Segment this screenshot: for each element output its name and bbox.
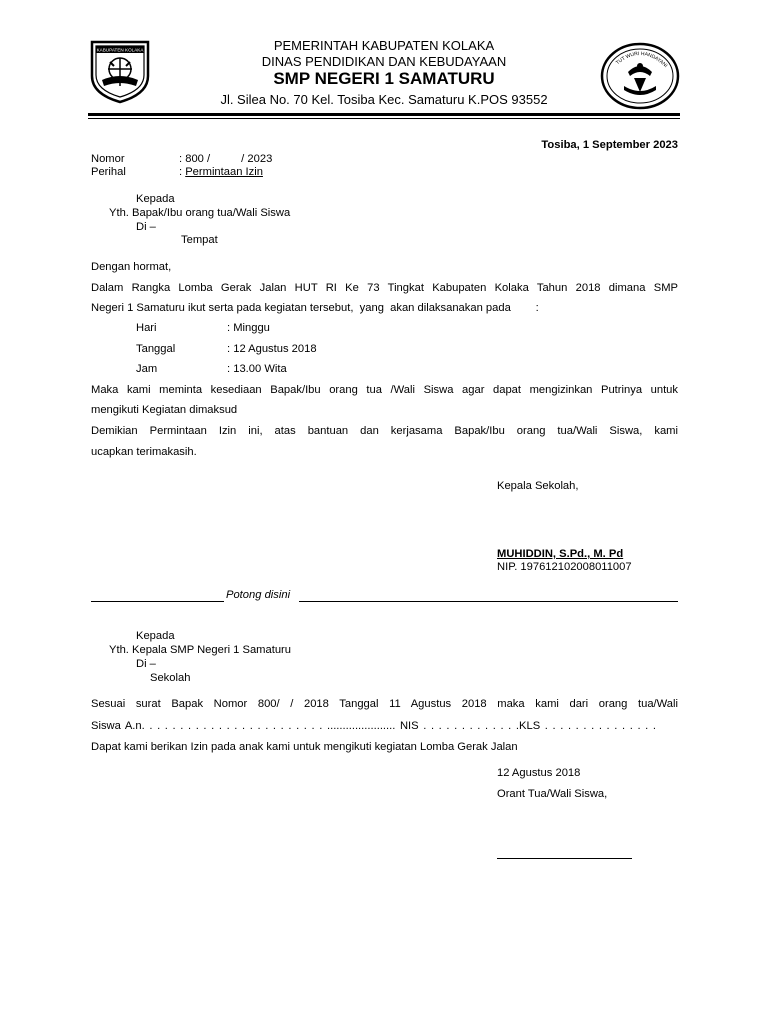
jam-value: : 13.00 Wita (227, 363, 287, 375)
paragraph-3-line-1: Demikian Permintaan Izin ini, atas bantuan dan kerjasama Bapak/Ibu orang tua/Wali Siswa, kami (91, 425, 678, 437)
nomor-label: Nomor (91, 153, 125, 165)
perihal-value (179, 166, 263, 178)
paragraph-2-line-2: mengikuti Kegiatan dimaksud (91, 404, 238, 416)
logo-left-label: KABUPATEN KOLAKA (96, 47, 144, 53)
recipient-di: Di – (136, 221, 156, 233)
recipient-yth: Yth. Bapak/Ibu orang tua/Wali Siswa (109, 207, 291, 219)
letter-date: Tosiba, 1 September 2023 (541, 139, 678, 151)
jam-label: Jam (136, 363, 158, 375)
signature-title: Kepala Sekolah, (497, 480, 579, 492)
signature-name: MUHIDDIN, S.Pd., M. Pd (497, 548, 624, 560)
header-rule-thin (88, 118, 680, 119)
perihal-colon: : (179, 166, 186, 178)
reply-sekolah: Sekolah (150, 672, 191, 684)
perihal-label: Perihal (91, 166, 126, 178)
cut-line-left (91, 601, 224, 602)
recipient-tempat: Tempat (181, 234, 218, 246)
recipient-kepada: Kepada (136, 193, 175, 205)
cut-label: Potong disini (226, 589, 291, 601)
paragraph-2-line-1: Maka kami meminta kesediaan Bapak/Ibu orang tua /Wali Siswa agar dapat mengizinkan Putrinya untuk (91, 384, 678, 396)
paragraph-3-line-2: ucapkan terimakasih. (91, 446, 197, 458)
cut-line-right (299, 601, 678, 602)
tanggal-value: : 12 Agustus 2018 (227, 343, 317, 355)
header-line-2: DINAS PENDIDIKAN DAN KEBUDAYAAN (261, 54, 507, 69)
reply-kepada: Kepada (136, 630, 175, 642)
reply-date: 12 Agustus 2018 (497, 767, 581, 779)
paragraph-1-line-1: Dalam Rangka Lomba Gerak Jalan HUT RI Ke 73 Tingkat Kabupaten Kolaka Tahun 2018 dimana SMP (91, 282, 678, 294)
signature-nip: NIP. 197612102008011007 (497, 561, 632, 573)
logo-right-label: TUT WURI HANDAYANI (615, 50, 669, 70)
nomor-value: : 800 / / 2023 (179, 153, 273, 165)
header-rule-thick (88, 113, 680, 116)
perihal-subject: Permintaan Izin (185, 166, 263, 178)
reply-yth: Yth. Kepala SMP Negeri 1 Samaturu (109, 644, 291, 656)
reply-line-3: Dapat kami berikan Izin pada anak kami untuk mengikuti kegiatan Lomba Gerak Jalan (91, 741, 518, 753)
hari-label: Hari (136, 322, 157, 334)
reply-line-1: Sesuai surat Bapak Nomor 800/ / 2018 Tanggal 11 Agustus 2018 maka kami dari orang tua/Wali (91, 698, 678, 710)
hari-value: : Minggu (227, 322, 270, 334)
reply-line-2: Siswa A.n. . . . . . . . . . . . . . . . . . . . . . . . ...................... NIS . . . . . . . . . . . . .KLS . . . . . . . . . . . . . . . (91, 720, 656, 732)
paragraph-1-line-2: Negeri 1 Samaturu ikut serta pada kegiatan tersebut, yang akan dilaksanakan pada : (91, 302, 539, 314)
reply-di: Di – (136, 658, 156, 670)
tanggal-label: Tanggal (136, 343, 176, 355)
header-line-1: PEMERINTAH KABUPATEN KOLAKA (273, 38, 495, 53)
greeting: Dengan hormat, (91, 261, 172, 273)
school-name: SMP NEGERI 1 SAMATURU (273, 69, 495, 88)
reply-signature-title: Orant Tua/Wali Siswa, (497, 788, 608, 800)
reply-signature-line (497, 858, 632, 859)
school-address: Jl. Silea No. 70 Kel. Tosiba Kec. Samaturu K.POS 93552 (220, 92, 548, 107)
